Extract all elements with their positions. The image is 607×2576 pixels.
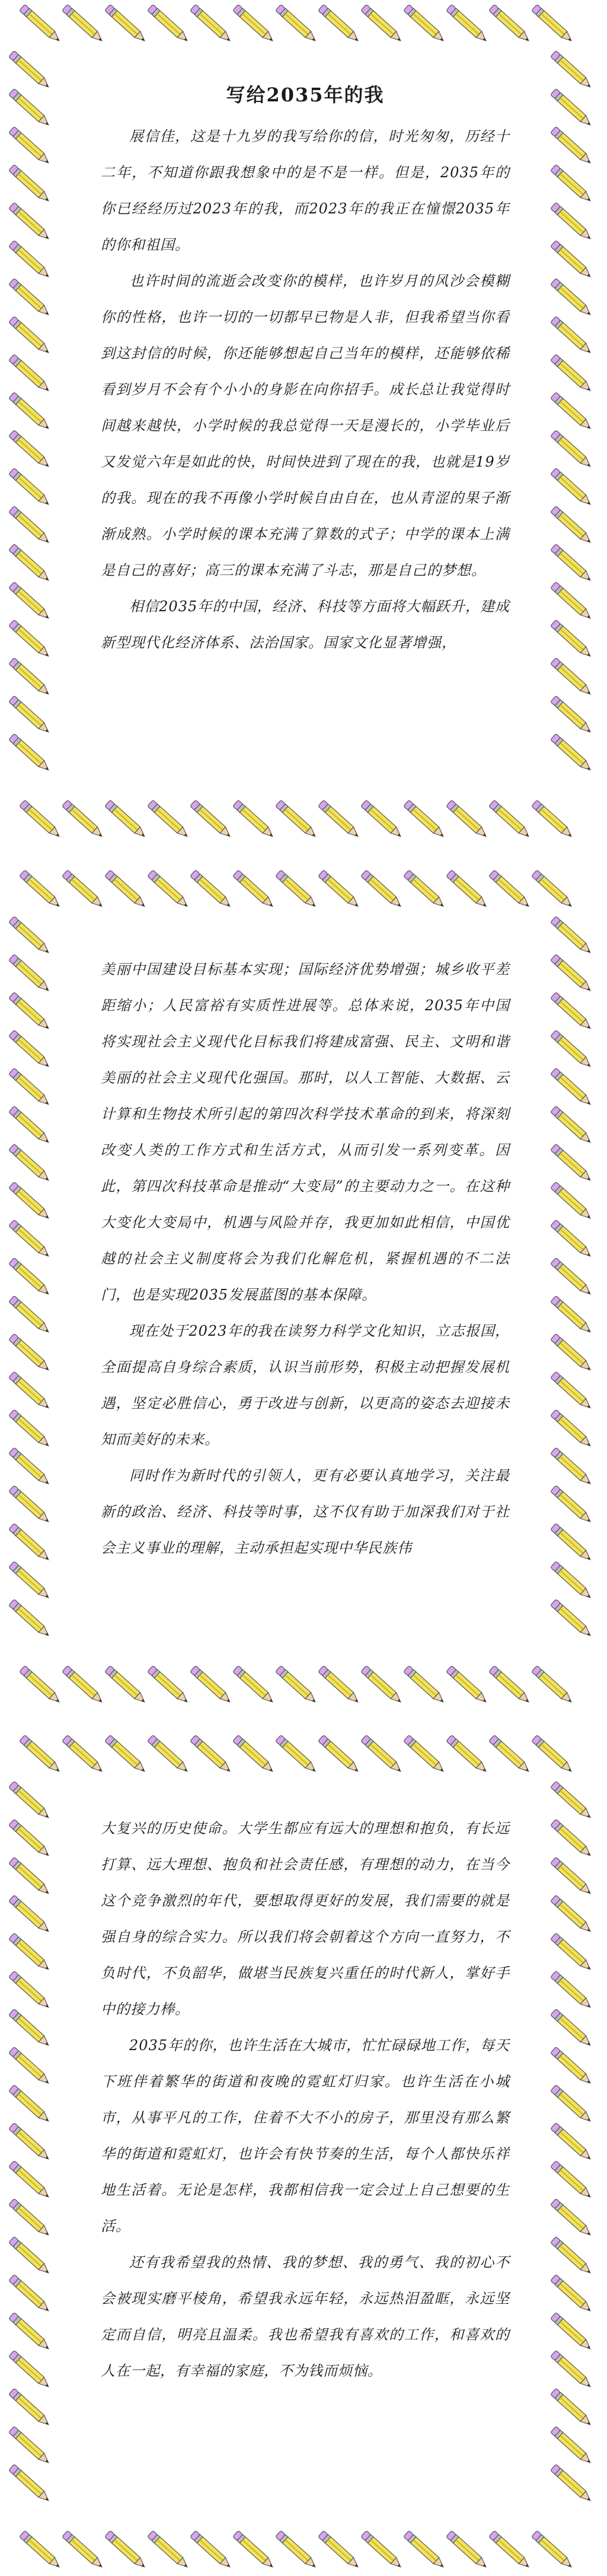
pencil-icon	[489, 1665, 532, 1705]
pencil-icon	[62, 4, 105, 44]
pencil-icon	[551, 126, 593, 166]
pencil-icon	[20, 4, 62, 44]
pencil-icon	[551, 695, 593, 735]
pencil-icon	[489, 800, 532, 839]
paragraph: 大复兴的历史使命。大学生都应有远大的理想和抱负，有长远打算、远大理想、抱负和社会责任感，有理想的动力，在当今这个竞争激烈的年代，要想取得更好的发展，我们需要的就是强自身的综合实力。所以我们将会朝着这个方向一直努力，不负时代，不负韶华，做堪当民族复兴重任的时代新人，掌好手中的接力棒。	[101, 1820, 510, 2018]
pencil-icon	[9, 2388, 52, 2428]
pencil-icon	[276, 800, 318, 839]
pencil-icon	[551, 202, 593, 242]
pencil-icon	[551, 1485, 593, 1525]
pencil-icon	[9, 430, 52, 470]
pencil-icon	[190, 1735, 233, 1774]
pencil-icon	[20, 800, 62, 839]
pencil-icon	[551, 278, 593, 318]
pencil-icon	[318, 1665, 361, 1705]
pencil-icon	[9, 2312, 52, 2352]
pencil-icon	[551, 316, 593, 356]
pencil-icon	[551, 88, 593, 128]
pencil-icon	[148, 4, 190, 44]
pencil-icon	[9, 1819, 52, 1859]
pencil-icon	[551, 1182, 593, 1221]
pencil-icon	[551, 506, 593, 545]
letter-body-3	[101, 1811, 510, 2389]
pencil-icon	[551, 2009, 593, 2048]
paragraph: 同时作为新时代的引领人，更有必要认真地学习，关注最新的政治、经济、科技等时事，这不仅有助于加深我们对于社会主义事业的理解，主动承担起实现中华民族伟	[101, 1467, 510, 1556]
pencil-icon	[105, 870, 148, 909]
pencil-icon	[551, 1599, 593, 1639]
pencil-icon	[9, 2198, 52, 2238]
pencil-icon	[62, 800, 105, 839]
pencil-icon	[318, 1735, 361, 1774]
pencil-icon	[551, 2464, 593, 2504]
pencil-icon	[532, 2530, 574, 2570]
pencil-icon	[9, 392, 52, 432]
pencil-icon	[9, 733, 52, 773]
pencil-icon	[9, 1068, 52, 1107]
pencil-icon	[9, 2009, 52, 2048]
pencil-icon	[9, 1333, 52, 1373]
pencil-icon	[551, 916, 593, 956]
pencil-icon	[551, 430, 593, 470]
pencil-icon	[9, 164, 52, 204]
pencil-icon	[190, 1665, 233, 1705]
pencil-icon	[318, 4, 361, 44]
pencil-icon	[532, 1665, 574, 1705]
pencil-icon	[361, 800, 404, 839]
paragraph: 展信佳，这是十九岁的我写给你的信，时光匆匆，历经十二年，不知道你跟我想象中的是不是一样。但是，2035年的你已经经历过2023年的我，而2023年的我正在憧憬2035年的你和祖国。	[101, 127, 510, 253]
pencil-icon	[9, 1599, 52, 1639]
pencil-icon	[551, 992, 593, 1032]
pencil-icon	[9, 2047, 52, 2086]
paragraph: 相信2035年的中国，经济、科技等方面将大幅跃升，建成新型现代化经济体系、法治国家。国家文化显著增强，	[101, 598, 510, 651]
pencil-icon	[551, 240, 593, 280]
pencil-icon	[446, 870, 489, 909]
pencil-icon	[9, 126, 52, 166]
pencil-icon	[233, 4, 276, 44]
pencil-icon	[9, 1781, 52, 1821]
pencil-icon	[551, 582, 593, 621]
pencil-icon	[105, 2530, 148, 2570]
pencil-icon	[105, 1735, 148, 1774]
pencil-icon	[446, 4, 489, 44]
pencil-icon	[551, 1819, 593, 1859]
pencil-icon	[9, 240, 52, 280]
pencil-icon	[551, 2236, 593, 2276]
pencil-icon	[276, 870, 318, 909]
pencil-icon	[9, 2160, 52, 2200]
letter-page-3	[0, 1731, 607, 2576]
pencil-icon	[9, 1523, 52, 1563]
pencil-icon	[9, 1257, 52, 1297]
pencil-icon	[551, 2274, 593, 2314]
pencil-icon	[551, 1220, 593, 1259]
pencil-icon	[551, 1371, 593, 1411]
pencil-icon	[9, 1220, 52, 1259]
pencil-icon	[404, 800, 446, 839]
pencil-icon	[551, 657, 593, 697]
pencil-icon	[190, 4, 233, 44]
pencil-icon	[489, 2530, 532, 2570]
pencil-icon	[551, 1857, 593, 1897]
paragraph: 还有我希望我的热情、我的梦想、我的勇气、我的初心不会被现实磨平棱角，希望我永远年轻，永远热泪盈眶，永远坚定而自信，明亮且温柔。我也希望我有喜欢的工作，和喜欢的人在一起，有幸福的家庭，不为钱而烦恼。	[101, 2254, 510, 2379]
pencil-icon	[446, 2530, 489, 2570]
pencil-icon	[551, 1068, 593, 1107]
pencil-icon	[532, 4, 574, 44]
pencil-icon	[551, 1409, 593, 1449]
pencil-icon	[20, 870, 62, 909]
pencil-icon	[551, 1561, 593, 1601]
page-title: 写给2035年的我	[226, 84, 385, 106]
pencil-icon	[9, 2426, 52, 2466]
paragraph: 也许时间的流逝会改变你的模样，也许岁月的风沙会模糊你的性格，也许一切的一切都早已物是人非，但我希望当你看到这封信的时候，你还能够想起自己当年的模样，还能够依稀看到岁月不会有个小小的身影在向你招手。成长总让我觉得时间越来越快，小学时候的我总觉得一天是漫长的，小学毕业后又发觉六年是如此的快，时间快进到了现在的我，也就是19岁的我。现在的我不再像小学时候自由自在，也从青涩的果子渐渐成熟。小学时候的课本充满了算数的式子；中学的课本上满是自己的喜好；高三的课本充满了斗志，那是自己的梦想。	[101, 272, 510, 579]
pencil-icon	[9, 202, 52, 242]
pencil-icon	[9, 1971, 52, 2010]
pencil-icon	[446, 1665, 489, 1705]
pencil-icon	[9, 1295, 52, 1335]
pencil-icon	[62, 1735, 105, 1774]
pencil-icon	[551, 468, 593, 507]
pencil-icon	[9, 544, 52, 583]
pencil-icon	[276, 1735, 318, 1774]
pencil-icon	[551, 954, 593, 994]
pencil-icon	[9, 1371, 52, 1411]
pencil-icon	[9, 992, 52, 1032]
pencil-icon	[233, 1735, 276, 1774]
pencil-icon	[489, 870, 532, 909]
pencil-icon	[276, 4, 318, 44]
pencil-icon	[404, 1735, 446, 1774]
pencil-icon	[233, 870, 276, 909]
pencil-icon	[551, 2388, 593, 2428]
pencil-icon	[551, 2122, 593, 2162]
pencil-icon	[9, 1030, 52, 1070]
pencil-icon	[9, 354, 52, 394]
pencil-icon	[551, 2350, 593, 2390]
paragraph: 美丽中国建设目标基本实现；国际经济优势增强；城乡收平差距缩小；人民富裕有实质性进展等。总体来说，2035年中国将实现社会主义现代化目标我们将建成富强、民主、文明和谐美丽的社会主义现代化强国。那时，以人工智能、大数据、云计算和生物技术所引起的第四次科学技术革命的到来，将深刻改变人类的工作方式和生活方式，从而引发一系列变革。因此，第四次科技革命是推动“大变局”的主要动力之一。在这种大变化大变局中，机遇与风险并存，我更加如此相信，中国优越的社会主义制度将会为我们化解危机，紧握机遇的不二法门，也是实现2035发展蓝图的基本保障。	[101, 961, 510, 1303]
pencil-icon	[318, 870, 361, 909]
pencil-icon	[9, 88, 52, 128]
pencil-icon	[9, 620, 52, 659]
pencil-icon	[105, 4, 148, 44]
pencil-icon	[148, 800, 190, 839]
pencil-icon	[551, 2198, 593, 2238]
pencil-icon	[148, 1735, 190, 1774]
pencil-icon	[9, 954, 52, 994]
pencil-icon	[9, 1182, 52, 1221]
pencil-icon	[551, 1895, 593, 1935]
pencil-icon	[9, 2122, 52, 2162]
pencil-icon	[404, 870, 446, 909]
pencil-icon	[9, 468, 52, 507]
pencil-icon	[190, 2530, 233, 2570]
pencil-icon	[9, 1409, 52, 1449]
letter-body-1	[101, 83, 510, 661]
pencil-icon	[148, 1665, 190, 1705]
letter-page-2	[0, 866, 607, 1711]
pencil-icon	[551, 1106, 593, 1145]
pencil-icon	[551, 1971, 593, 2010]
pencil-icon	[551, 1333, 593, 1373]
pencil-icon	[190, 870, 233, 909]
pencil-icon	[532, 800, 574, 839]
pencil-icon	[20, 1665, 62, 1705]
pencil-icon	[9, 2464, 52, 2504]
pencil-icon	[9, 506, 52, 545]
pencil-icon	[148, 2530, 190, 2570]
pencil-icon	[446, 1735, 489, 1774]
pencil-icon	[446, 800, 489, 839]
pencil-icon	[551, 620, 593, 659]
pencil-icon	[105, 1665, 148, 1705]
pencil-icon	[9, 2350, 52, 2390]
pencil-icon	[404, 1665, 446, 1705]
pencil-icon	[9, 695, 52, 735]
pencil-icon	[551, 50, 593, 90]
pencil-icon	[404, 4, 446, 44]
pencil-icon	[20, 1735, 62, 1774]
pencil-icon	[361, 2530, 404, 2570]
pencil-icon	[233, 2530, 276, 2570]
pencil-icon	[148, 870, 190, 909]
pencil-icon	[551, 1030, 593, 1070]
pencil-icon	[9, 1485, 52, 1525]
pencil-icon	[9, 1895, 52, 1935]
pencil-icon	[551, 1257, 593, 1297]
pencil-icon	[361, 870, 404, 909]
pencil-icon	[9, 582, 52, 621]
pencil-icon	[9, 1144, 52, 1183]
pencil-icon	[551, 1447, 593, 1487]
pencil-icon	[62, 1665, 105, 1705]
pencil-icon	[551, 1781, 593, 1821]
letter-body-2	[101, 952, 510, 1566]
pencil-icon	[9, 1561, 52, 1601]
pencil-icon	[551, 354, 593, 394]
pencil-icon	[9, 278, 52, 318]
pencil-icon	[62, 870, 105, 909]
pencil-icon	[318, 2530, 361, 2570]
pencil-icon	[489, 4, 532, 44]
pencil-icon	[551, 2312, 593, 2352]
pencil-icon	[318, 800, 361, 839]
pencil-icon	[551, 544, 593, 583]
paragraph: 现在处于2023年的我在读努力科学文化知识，立志报国，全面提高自身综合素质，认识当前形势，积极主动把握发展机遇，坚定必胜信心，勇于改进与创新，以更高的姿态去迎接未知而美好的未来。	[101, 1323, 510, 1448]
pencil-icon	[62, 2530, 105, 2570]
pencil-icon	[551, 1295, 593, 1335]
pencil-icon	[9, 50, 52, 90]
pencil-icon	[9, 1857, 52, 1897]
paragraph: 2035年的你，也许生活在大城市，忙忙碌碌地工作，每天下班伴着繁华的街道和夜晚的霓虹灯归家。也许生活在小城市，从事平凡的工作，住着不大不小的房子，那里没有那么繁华的街道和霓虹灯，也许会有快节奏的生活，每个人都快乐祥地生活着。无论是怎样，我都相信我一定会过上自己想要的生活。	[101, 2037, 510, 2235]
pencil-icon	[551, 733, 593, 773]
pencil-icon	[551, 2160, 593, 2200]
pencil-icon	[9, 1933, 52, 1972]
pencil-icon	[361, 4, 404, 44]
pencil-icon	[551, 164, 593, 204]
pencil-icon	[532, 1735, 574, 1774]
pencil-icon	[551, 1144, 593, 1183]
pencil-icon	[551, 2047, 593, 2086]
pencil-icon	[532, 870, 574, 909]
pencil-icon	[20, 2530, 62, 2570]
pencil-icon	[551, 1933, 593, 1972]
pencil-icon	[489, 1735, 532, 1774]
pencil-icon	[361, 1735, 404, 1774]
pencil-icon	[9, 1106, 52, 1145]
pencil-icon	[233, 1665, 276, 1705]
pencil-icon	[276, 1665, 318, 1705]
pencil-icon	[9, 2236, 52, 2276]
pencil-icon	[551, 2085, 593, 2124]
pencil-icon	[105, 800, 148, 839]
pencil-icon	[276, 2530, 318, 2570]
pencil-icon	[9, 2085, 52, 2124]
pencil-icon	[233, 800, 276, 839]
pencil-icon	[361, 1665, 404, 1705]
pencil-icon	[9, 916, 52, 956]
pencil-icon	[190, 800, 233, 839]
pencil-icon	[551, 392, 593, 432]
pencil-icon	[9, 316, 52, 356]
pencil-icon	[9, 657, 52, 697]
pencil-icon	[9, 2274, 52, 2314]
letter-page-1	[0, 0, 607, 845]
pencil-icon	[551, 1523, 593, 1563]
pencil-icon	[551, 2426, 593, 2466]
pencil-icon	[404, 2530, 446, 2570]
pencil-icon	[9, 1447, 52, 1487]
